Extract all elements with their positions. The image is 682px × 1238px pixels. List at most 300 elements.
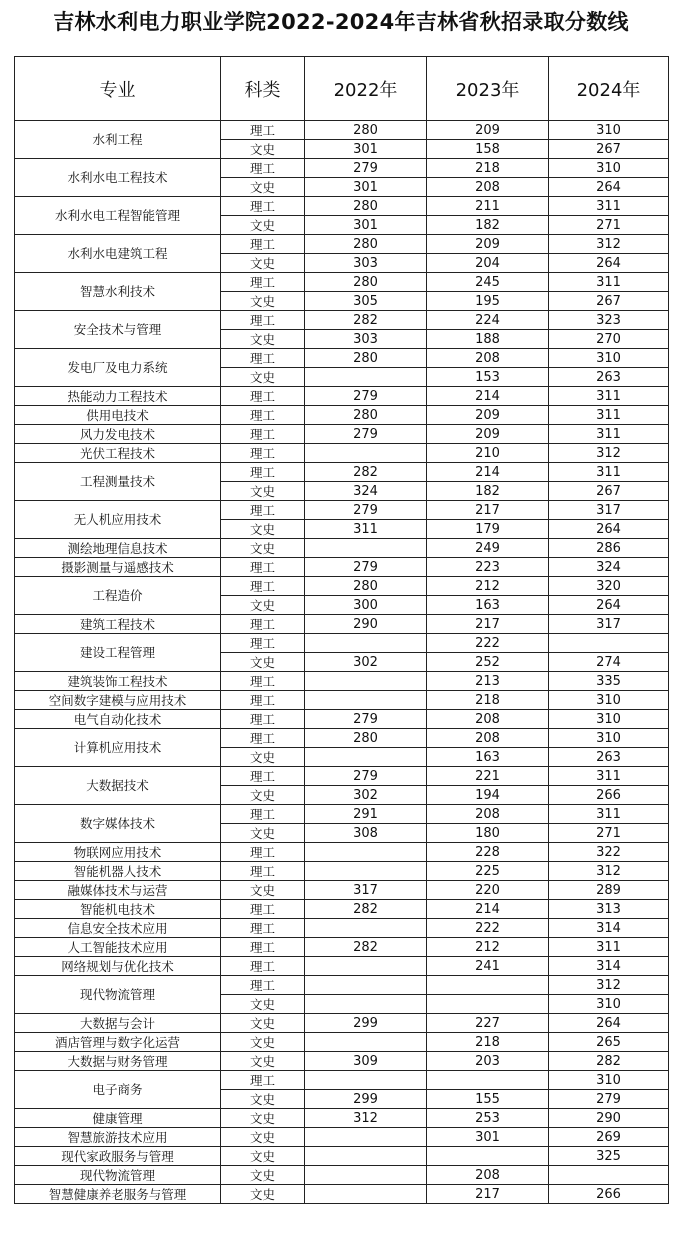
score-2023: 163 bbox=[427, 596, 549, 615]
major-name: 测绘地理信息技术 bbox=[15, 539, 221, 558]
category: 理工 bbox=[221, 938, 305, 957]
table-row bbox=[15, 634, 669, 653]
category: 文史 bbox=[221, 140, 305, 159]
category: 文史 bbox=[221, 1147, 305, 1166]
major-name: 信息安全技术应用 bbox=[15, 919, 221, 938]
category: 文史 bbox=[221, 520, 305, 539]
score-2022: 301 bbox=[305, 178, 427, 197]
category: 理工 bbox=[221, 729, 305, 748]
category: 理工 bbox=[221, 957, 305, 976]
score-2023: 163 bbox=[427, 748, 549, 767]
score-2022 bbox=[305, 1071, 427, 1090]
header-year-2022: 2022年 bbox=[305, 57, 427, 121]
score-2024: 264 bbox=[549, 178, 669, 197]
score-2022: 282 bbox=[305, 900, 427, 919]
score-2022: 303 bbox=[305, 254, 427, 273]
score-2022 bbox=[305, 691, 427, 710]
major-name: 酒店管理与数字化运营 bbox=[15, 1033, 221, 1052]
score-2023: 245 bbox=[427, 273, 549, 292]
score-2022: 279 bbox=[305, 767, 427, 786]
score-2022: 280 bbox=[305, 349, 427, 368]
major-name: 网络规划与优化技术 bbox=[15, 957, 221, 976]
table-row bbox=[15, 900, 669, 919]
major-name: 计算机应用技术 bbox=[15, 729, 221, 767]
score-2022 bbox=[305, 1033, 427, 1052]
score-2024: 311 bbox=[549, 406, 669, 425]
score-2022: 317 bbox=[305, 881, 427, 900]
score-2022: 300 bbox=[305, 596, 427, 615]
page-title: 吉林水利电力职业学院2022-2024年吉林省秋招录取分数线 bbox=[53, 10, 629, 34]
major-name: 建设工程管理 bbox=[15, 634, 221, 672]
category: 理工 bbox=[221, 1071, 305, 1090]
major-name: 现代家政服务与管理 bbox=[15, 1147, 221, 1166]
major-name: 大数据技术 bbox=[15, 767, 221, 805]
table-row bbox=[15, 463, 669, 482]
major-name: 工程测量技术 bbox=[15, 463, 221, 501]
score-2022: 305 bbox=[305, 292, 427, 311]
score-2022 bbox=[305, 957, 427, 976]
table-row bbox=[15, 976, 669, 995]
score-2023: 209 bbox=[427, 425, 549, 444]
score-2024: 267 bbox=[549, 292, 669, 311]
score-2023 bbox=[427, 1071, 549, 1090]
score-2024: 314 bbox=[549, 919, 669, 938]
table-row bbox=[15, 938, 669, 957]
score-2024: 264 bbox=[549, 596, 669, 615]
table-row bbox=[15, 881, 669, 900]
score-2023: 224 bbox=[427, 311, 549, 330]
category: 文史 bbox=[221, 1090, 305, 1109]
score-2024: 310 bbox=[549, 995, 669, 1014]
score-2024: 311 bbox=[549, 767, 669, 786]
category: 文史 bbox=[221, 881, 305, 900]
score-2022 bbox=[305, 1185, 427, 1204]
score-2023: 214 bbox=[427, 900, 549, 919]
score-2022: 279 bbox=[305, 558, 427, 577]
category: 文史 bbox=[221, 1109, 305, 1128]
category: 理工 bbox=[221, 121, 305, 140]
category: 文史 bbox=[221, 368, 305, 387]
major-name: 水利工程 bbox=[15, 121, 221, 159]
category: 理工 bbox=[221, 425, 305, 444]
category: 文史 bbox=[221, 653, 305, 672]
score-2024: 290 bbox=[549, 1109, 669, 1128]
major-name: 供用电技术 bbox=[15, 406, 221, 425]
score-2024: 335 bbox=[549, 672, 669, 691]
category: 理工 bbox=[221, 349, 305, 368]
score-2024: 312 bbox=[549, 235, 669, 254]
table-row bbox=[15, 919, 669, 938]
score-2023: 252 bbox=[427, 653, 549, 672]
score-2023: 209 bbox=[427, 121, 549, 140]
score-2024: 266 bbox=[549, 786, 669, 805]
table-row bbox=[15, 1109, 669, 1128]
score-2024: 271 bbox=[549, 824, 669, 843]
category: 理工 bbox=[221, 615, 305, 634]
table-row bbox=[15, 1071, 669, 1090]
score-2022: 309 bbox=[305, 1052, 427, 1071]
table-body bbox=[15, 121, 669, 1204]
score-2023: 153 bbox=[427, 368, 549, 387]
category: 理工 bbox=[221, 672, 305, 691]
category: 文史 bbox=[221, 1166, 305, 1185]
score-2024: 263 bbox=[549, 368, 669, 387]
score-2023: 155 bbox=[427, 1090, 549, 1109]
score-2024: 311 bbox=[549, 273, 669, 292]
category: 理工 bbox=[221, 900, 305, 919]
table-row bbox=[15, 197, 669, 216]
score-2023: 208 bbox=[427, 1166, 549, 1185]
score-2022 bbox=[305, 976, 427, 995]
score-2023: 222 bbox=[427, 919, 549, 938]
category: 文史 bbox=[221, 482, 305, 501]
major-name: 水利水电建筑工程 bbox=[15, 235, 221, 273]
major-name: 智慧健康养老服务与管理 bbox=[15, 1185, 221, 1204]
table-row bbox=[15, 1147, 669, 1166]
score-2024: 310 bbox=[549, 159, 669, 178]
score-2022: 290 bbox=[305, 615, 427, 634]
score-2024: 265 bbox=[549, 1033, 669, 1052]
score-2024: 311 bbox=[549, 197, 669, 216]
score-2023: 208 bbox=[427, 349, 549, 368]
score-2023 bbox=[427, 1147, 549, 1166]
score-2022 bbox=[305, 1166, 427, 1185]
major-name: 智慧旅游技术应用 bbox=[15, 1128, 221, 1147]
table-row bbox=[15, 387, 669, 406]
score-2023: 213 bbox=[427, 672, 549, 691]
score-2024: 267 bbox=[549, 140, 669, 159]
score-2024: 311 bbox=[549, 805, 669, 824]
score-2024: 289 bbox=[549, 881, 669, 900]
score-2022: 282 bbox=[305, 311, 427, 330]
table-row bbox=[15, 577, 669, 596]
score-2024: 323 bbox=[549, 311, 669, 330]
major-name: 空间数字建模与应用技术 bbox=[15, 691, 221, 710]
score-2022: 279 bbox=[305, 501, 427, 520]
table-row bbox=[15, 406, 669, 425]
score-2022 bbox=[305, 748, 427, 767]
major-name: 建筑装饰工程技术 bbox=[15, 672, 221, 691]
score-2023: 203 bbox=[427, 1052, 549, 1071]
score-2023: 217 bbox=[427, 615, 549, 634]
score-2022: 282 bbox=[305, 938, 427, 957]
score-2022: 282 bbox=[305, 463, 427, 482]
score-2022: 280 bbox=[305, 121, 427, 140]
table-row bbox=[15, 1014, 669, 1033]
table-row bbox=[15, 235, 669, 254]
score-2022: 311 bbox=[305, 520, 427, 539]
score-2022 bbox=[305, 444, 427, 463]
table-row bbox=[15, 843, 669, 862]
score-2023: 225 bbox=[427, 862, 549, 881]
category: 文史 bbox=[221, 1185, 305, 1204]
major-name: 大数据与财务管理 bbox=[15, 1052, 221, 1071]
table-row bbox=[15, 1166, 669, 1185]
category: 理工 bbox=[221, 311, 305, 330]
category: 理工 bbox=[221, 767, 305, 786]
score-2023: 223 bbox=[427, 558, 549, 577]
table-row bbox=[15, 425, 669, 444]
table-row bbox=[15, 710, 669, 729]
score-2022: 279 bbox=[305, 710, 427, 729]
score-2024: 266 bbox=[549, 1185, 669, 1204]
category: 理工 bbox=[221, 862, 305, 881]
major-name: 融媒体技术与运营 bbox=[15, 881, 221, 900]
score-2024: 282 bbox=[549, 1052, 669, 1071]
score-2023: 241 bbox=[427, 957, 549, 976]
score-2023: 214 bbox=[427, 387, 549, 406]
major-name: 现代物流管理 bbox=[15, 1166, 221, 1185]
score-2022: 280 bbox=[305, 197, 427, 216]
score-2024: 279 bbox=[549, 1090, 669, 1109]
score-2024: 310 bbox=[549, 121, 669, 140]
category: 文史 bbox=[221, 1128, 305, 1147]
score-2022: 280 bbox=[305, 406, 427, 425]
score-2022 bbox=[305, 672, 427, 691]
score-2024: 311 bbox=[549, 938, 669, 957]
score-2023: 208 bbox=[427, 710, 549, 729]
table-row bbox=[15, 805, 669, 824]
major-name: 大数据与会计 bbox=[15, 1014, 221, 1033]
score-2023: 210 bbox=[427, 444, 549, 463]
major-name: 电子商务 bbox=[15, 1071, 221, 1109]
category: 理工 bbox=[221, 197, 305, 216]
category: 理工 bbox=[221, 501, 305, 520]
score-2024: 311 bbox=[549, 425, 669, 444]
table-row bbox=[15, 1128, 669, 1147]
score-2024: 312 bbox=[549, 862, 669, 881]
score-2023: 227 bbox=[427, 1014, 549, 1033]
category: 文史 bbox=[221, 216, 305, 235]
score-2022: 291 bbox=[305, 805, 427, 824]
header-year-2023: 2023年 bbox=[427, 57, 549, 121]
table-row bbox=[15, 615, 669, 634]
score-2023: 212 bbox=[427, 577, 549, 596]
score-2022 bbox=[305, 368, 427, 387]
major-name: 数字媒体技术 bbox=[15, 805, 221, 843]
score-2023: 211 bbox=[427, 197, 549, 216]
major-name: 安全技术与管理 bbox=[15, 311, 221, 349]
score-2023: 212 bbox=[427, 938, 549, 957]
score-2023: 209 bbox=[427, 406, 549, 425]
table-row bbox=[15, 767, 669, 786]
table-row bbox=[15, 273, 669, 292]
score-2023: 208 bbox=[427, 805, 549, 824]
category: 理工 bbox=[221, 444, 305, 463]
table-row bbox=[15, 501, 669, 520]
category: 文史 bbox=[221, 596, 305, 615]
category: 理工 bbox=[221, 235, 305, 254]
major-name: 摄影测量与遥感技术 bbox=[15, 558, 221, 577]
score-2024: 264 bbox=[549, 254, 669, 273]
score-2022 bbox=[305, 919, 427, 938]
category: 理工 bbox=[221, 463, 305, 482]
major-name: 发电厂及电力系统 bbox=[15, 349, 221, 387]
category: 理工 bbox=[221, 387, 305, 406]
score-2022 bbox=[305, 843, 427, 862]
score-2023: 180 bbox=[427, 824, 549, 843]
score-2022: 299 bbox=[305, 1014, 427, 1033]
score-2023: 208 bbox=[427, 729, 549, 748]
score-2022 bbox=[305, 539, 427, 558]
score-2024: 310 bbox=[549, 710, 669, 729]
score-2023: 253 bbox=[427, 1109, 549, 1128]
table-row bbox=[15, 159, 669, 178]
score-2022: 312 bbox=[305, 1109, 427, 1128]
score-2022: 301 bbox=[305, 140, 427, 159]
category: 理工 bbox=[221, 577, 305, 596]
score-2022 bbox=[305, 1147, 427, 1166]
category: 文史 bbox=[221, 1033, 305, 1052]
score-2023 bbox=[427, 976, 549, 995]
category: 理工 bbox=[221, 406, 305, 425]
score-2023: 220 bbox=[427, 881, 549, 900]
score-2024: 274 bbox=[549, 653, 669, 672]
score-2022: 279 bbox=[305, 425, 427, 444]
category: 理工 bbox=[221, 634, 305, 653]
major-name: 建筑工程技术 bbox=[15, 615, 221, 634]
header-category: 科类 bbox=[221, 57, 305, 121]
score-2023: 217 bbox=[427, 501, 549, 520]
category: 文史 bbox=[221, 824, 305, 843]
major-name: 光伏工程技术 bbox=[15, 444, 221, 463]
score-2023 bbox=[427, 995, 549, 1014]
score-2024: 325 bbox=[549, 1147, 669, 1166]
major-name: 水利水电工程智能管理 bbox=[15, 197, 221, 235]
score-2022 bbox=[305, 862, 427, 881]
score-2024: 317 bbox=[549, 501, 669, 520]
score-2024 bbox=[549, 1166, 669, 1185]
score-2024: 311 bbox=[549, 463, 669, 482]
score-2023: 217 bbox=[427, 1185, 549, 1204]
score-2024: 312 bbox=[549, 976, 669, 995]
score-2022: 302 bbox=[305, 786, 427, 805]
score-2022: 308 bbox=[305, 824, 427, 843]
score-2024: 264 bbox=[549, 520, 669, 539]
major-name: 水利水电工程技术 bbox=[15, 159, 221, 197]
score-2023: 194 bbox=[427, 786, 549, 805]
score-2022 bbox=[305, 995, 427, 1014]
major-name: 人工智能技术应用 bbox=[15, 938, 221, 957]
score-2022: 324 bbox=[305, 482, 427, 501]
major-name: 智能机电技术 bbox=[15, 900, 221, 919]
score-2023: 218 bbox=[427, 691, 549, 710]
category: 文史 bbox=[221, 786, 305, 805]
table-row bbox=[15, 729, 669, 748]
major-name: 现代物流管理 bbox=[15, 976, 221, 1014]
score-2023: 301 bbox=[427, 1128, 549, 1147]
category: 理工 bbox=[221, 976, 305, 995]
score-2024: 311 bbox=[549, 387, 669, 406]
score-2024 bbox=[549, 634, 669, 653]
score-2024: 310 bbox=[549, 729, 669, 748]
major-name: 工程造价 bbox=[15, 577, 221, 615]
admission-score-table bbox=[14, 56, 669, 1204]
table-row bbox=[15, 121, 669, 140]
table-row bbox=[15, 862, 669, 881]
table-header-row bbox=[15, 57, 669, 121]
table-row bbox=[15, 691, 669, 710]
score-2024: 324 bbox=[549, 558, 669, 577]
major-name: 电气自动化技术 bbox=[15, 710, 221, 729]
header-major: 专业 bbox=[15, 57, 221, 121]
score-2022 bbox=[305, 1128, 427, 1147]
category: 文史 bbox=[221, 292, 305, 311]
major-name: 智慧水利技术 bbox=[15, 273, 221, 311]
score-2023: 249 bbox=[427, 539, 549, 558]
score-2023: 209 bbox=[427, 235, 549, 254]
score-2022: 280 bbox=[305, 273, 427, 292]
table-row bbox=[15, 444, 669, 463]
score-2023: 158 bbox=[427, 140, 549, 159]
score-2023: 222 bbox=[427, 634, 549, 653]
major-name: 智能机器人技术 bbox=[15, 862, 221, 881]
category: 文史 bbox=[221, 1052, 305, 1071]
score-2023: 218 bbox=[427, 159, 549, 178]
score-2024: 267 bbox=[549, 482, 669, 501]
category: 文史 bbox=[221, 995, 305, 1014]
score-2022: 280 bbox=[305, 577, 427, 596]
score-2024: 286 bbox=[549, 539, 669, 558]
category: 理工 bbox=[221, 919, 305, 938]
score-2023: 182 bbox=[427, 482, 549, 501]
table-row bbox=[15, 349, 669, 368]
table-row bbox=[15, 311, 669, 330]
table-row bbox=[15, 558, 669, 577]
score-2022: 279 bbox=[305, 387, 427, 406]
table-row bbox=[15, 957, 669, 976]
score-2022: 301 bbox=[305, 216, 427, 235]
major-name: 风力发电技术 bbox=[15, 425, 221, 444]
score-2022: 279 bbox=[305, 159, 427, 178]
score-2024: 320 bbox=[549, 577, 669, 596]
score-2022: 280 bbox=[305, 235, 427, 254]
score-2023: 182 bbox=[427, 216, 549, 235]
score-2022: 303 bbox=[305, 330, 427, 349]
major-name: 物联网应用技术 bbox=[15, 843, 221, 862]
score-2023: 228 bbox=[427, 843, 549, 862]
score-2024: 312 bbox=[549, 444, 669, 463]
score-2023: 221 bbox=[427, 767, 549, 786]
category: 理工 bbox=[221, 843, 305, 862]
score-2023: 188 bbox=[427, 330, 549, 349]
table-row bbox=[15, 539, 669, 558]
category: 文史 bbox=[221, 254, 305, 273]
score-2022 bbox=[305, 634, 427, 653]
score-2024: 313 bbox=[549, 900, 669, 919]
major-name: 热能动力工程技术 bbox=[15, 387, 221, 406]
header-year-2024: 2024年 bbox=[549, 57, 669, 121]
table-row bbox=[15, 672, 669, 691]
category: 理工 bbox=[221, 710, 305, 729]
score-2023: 208 bbox=[427, 178, 549, 197]
score-2023: 218 bbox=[427, 1033, 549, 1052]
score-2023: 195 bbox=[427, 292, 549, 311]
score-2022: 280 bbox=[305, 729, 427, 748]
score-2022: 302 bbox=[305, 653, 427, 672]
score-2023: 214 bbox=[427, 463, 549, 482]
score-2024: 263 bbox=[549, 748, 669, 767]
major-name: 健康管理 bbox=[15, 1109, 221, 1128]
category: 文史 bbox=[221, 1014, 305, 1033]
major-name: 无人机应用技术 bbox=[15, 501, 221, 539]
table-row bbox=[15, 1185, 669, 1204]
score-2022: 299 bbox=[305, 1090, 427, 1109]
score-2023: 179 bbox=[427, 520, 549, 539]
score-2024: 310 bbox=[549, 1071, 669, 1090]
category: 文史 bbox=[221, 330, 305, 349]
category: 理工 bbox=[221, 558, 305, 577]
